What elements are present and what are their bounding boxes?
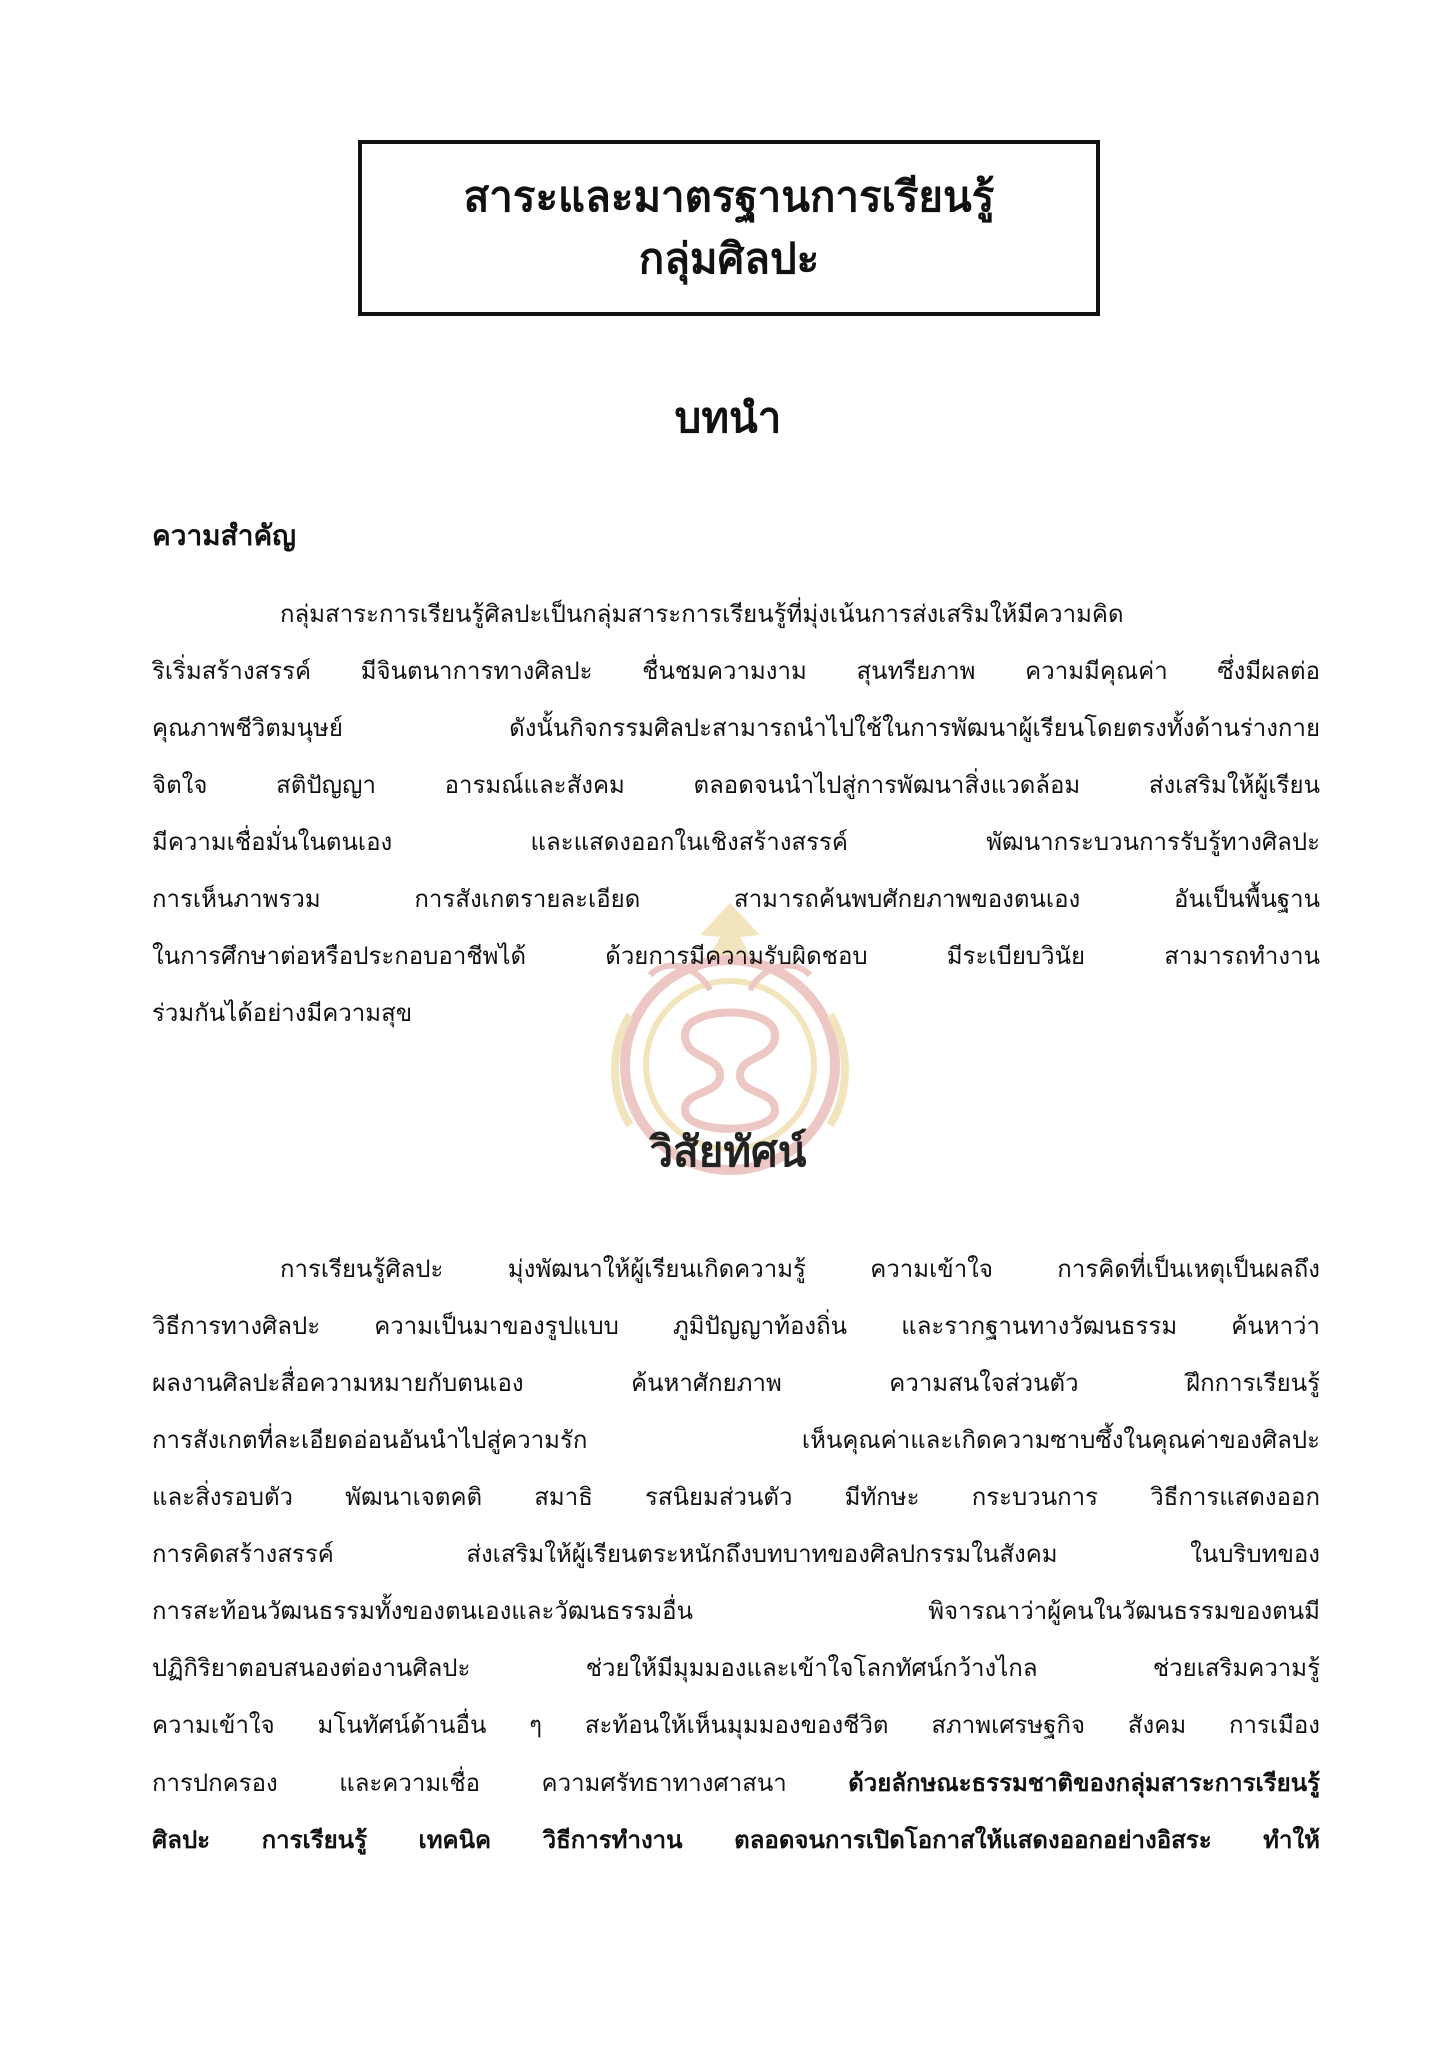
paragraph-line: คุณภาพชีวิตมนุษย์ ดังนั้นกิจกรรมศิลปะสามารถนำไปใช้ในการพัฒนาผู้เรียนโดยตรงทั้งด้านร่างกาย — [152, 714, 1320, 742]
paragraph-line: มีความเชื่อมั่นในตนเอง และแสดงออกในเชิงสร้างสรรค์ พัฒนากระบวนการรับรู้ทางศิลปะ — [152, 828, 1320, 856]
paragraph-line: การคิดสร้างสรรค์ ส่งเสริมให้ผู้เรียนตระหนักถึงบทบาทของศิลปกรรมในสังคม ในบริบทของ — [152, 1540, 1320, 1568]
importance-heading: ความสำคัญ — [152, 519, 297, 552]
intro-heading: บทนำ — [674, 393, 782, 442]
paragraph-line: ผลงานศิลปะสื่อความหมายกับตนเอง ค้นหาศักยภาพ ความสนใจส่วนตัว ฝึกการเรียนรู้ — [152, 1369, 1320, 1397]
paragraph-line: กลุ่มสาระการเรียนรู้ศิลปะเป็นกลุ่มสาระการเรียนรู้ที่มุ่งเน้นการส่งเสริมให้มีความคิด — [280, 600, 1124, 628]
line-bold-run: ด้วยลักษณะธรรมชาติของกลุ่มสาระการเรียนรู้ — [848, 1768, 1320, 1797]
paragraph-line: ร่วมกันได้อย่างมีความสุข — [152, 999, 413, 1027]
paragraph-line: จิตใจ สติปัญญา อารมณ์และสังคม ตลอดจนนำไปสู่การพัฒนาสิ่งแวดล้อม ส่งเสริมให้ผู้เรียน — [152, 771, 1320, 799]
paragraph-line: ในการศึกษาต่อหรือประกอบอาชีพได้ ด้วยการมีความรับผิดชอบ มีระเบียบวินัย สามารถทำงาน — [152, 942, 1320, 970]
paragraph-line-bold: ศิลปะ การเรียนรู้ เทคนิค วิธีการทำงาน ตลอดจนการเปิดโอกาสให้แสดงออกอย่างอิสระ ทำให้ — [152, 1825, 1320, 1854]
vision-paragraph — [152, 1241, 1320, 1868]
paragraph-line: ริเริ่มสร้างสรรค์ มีจินตนาการทางศิลปะ ชื่นชมความงาม สุนทรียภาพ ความมีคุณค่า ซึ่งมีผลต่อ — [152, 657, 1320, 685]
line-normal-run: การปกครอง และความเชื่อ ความศรัทธาทางศาสนา — [152, 1769, 849, 1797]
paragraph-line: การสังเกตที่ละเอียดอ่อนอันนำไปสู่ความรัก เห็นคุณค่าและเกิดความซาบซึ้งในคุณค่าของศิลปะ — [152, 1426, 1320, 1454]
importance-paragraph — [152, 586, 1320, 1042]
paragraph-line: และสิ่งรอบตัว พัฒนาเจตคติ สมาธิ รสนิยมส่วนตัว มีทักษะ กระบวนการ วิธีการแสดงออก — [152, 1483, 1320, 1511]
paragraph-line: การสะท้อนวัฒนธรรมทั้งของตนเองและวัฒนธรรมอื่น พิจารณาว่าผู้คนในวัฒนธรรมของตนมี — [152, 1597, 1320, 1625]
paragraph-line: วิธีการทางศิลปะ ความเป็นมาของรูปแบบ ภูมิปัญญาท้องถิ่น และรากฐานทางวัฒนธรรม ค้นหาว่า — [152, 1312, 1320, 1340]
title-line-2: กลุ่มศิลปะ — [638, 234, 820, 283]
title-line-1: สาระและมาตรฐานการเรียนรู้ — [463, 172, 995, 221]
paragraph-line-mixed — [152, 1754, 1320, 1811]
paragraph-line: การเห็นภาพรวม การสังเกตรายละเอียด สามารถค้นพบศักยภาพของตนเอง อันเป็นพื้นฐาน — [152, 885, 1320, 913]
paragraph-line: ความเข้าใจ มโนทัศน์ด้านอื่น ๆ สะท้อนให้เห็นมุมมองของชีวิต สภาพเศรษฐกิจ สังคม การเมือง — [152, 1711, 1320, 1739]
vision-heading: วิสัยทัศน์ — [649, 1127, 807, 1176]
paragraph-line: การเรียนรู้ศิลปะ มุ่งพัฒนาให้ผู้เรียนเกิดความรู้ ความเข้าใจ การคิดที่เป็นเหตุเป็นผลถึง — [280, 1255, 1320, 1283]
title-box — [358, 140, 1100, 316]
paragraph-line: ปฏิกิริยาตอบสนองต่องานศิลปะ ช่วยให้มีมุมมองและเข้าใจโลกทัศน์กว้างไกล ช่วยเสริมความรู้ — [152, 1654, 1320, 1682]
